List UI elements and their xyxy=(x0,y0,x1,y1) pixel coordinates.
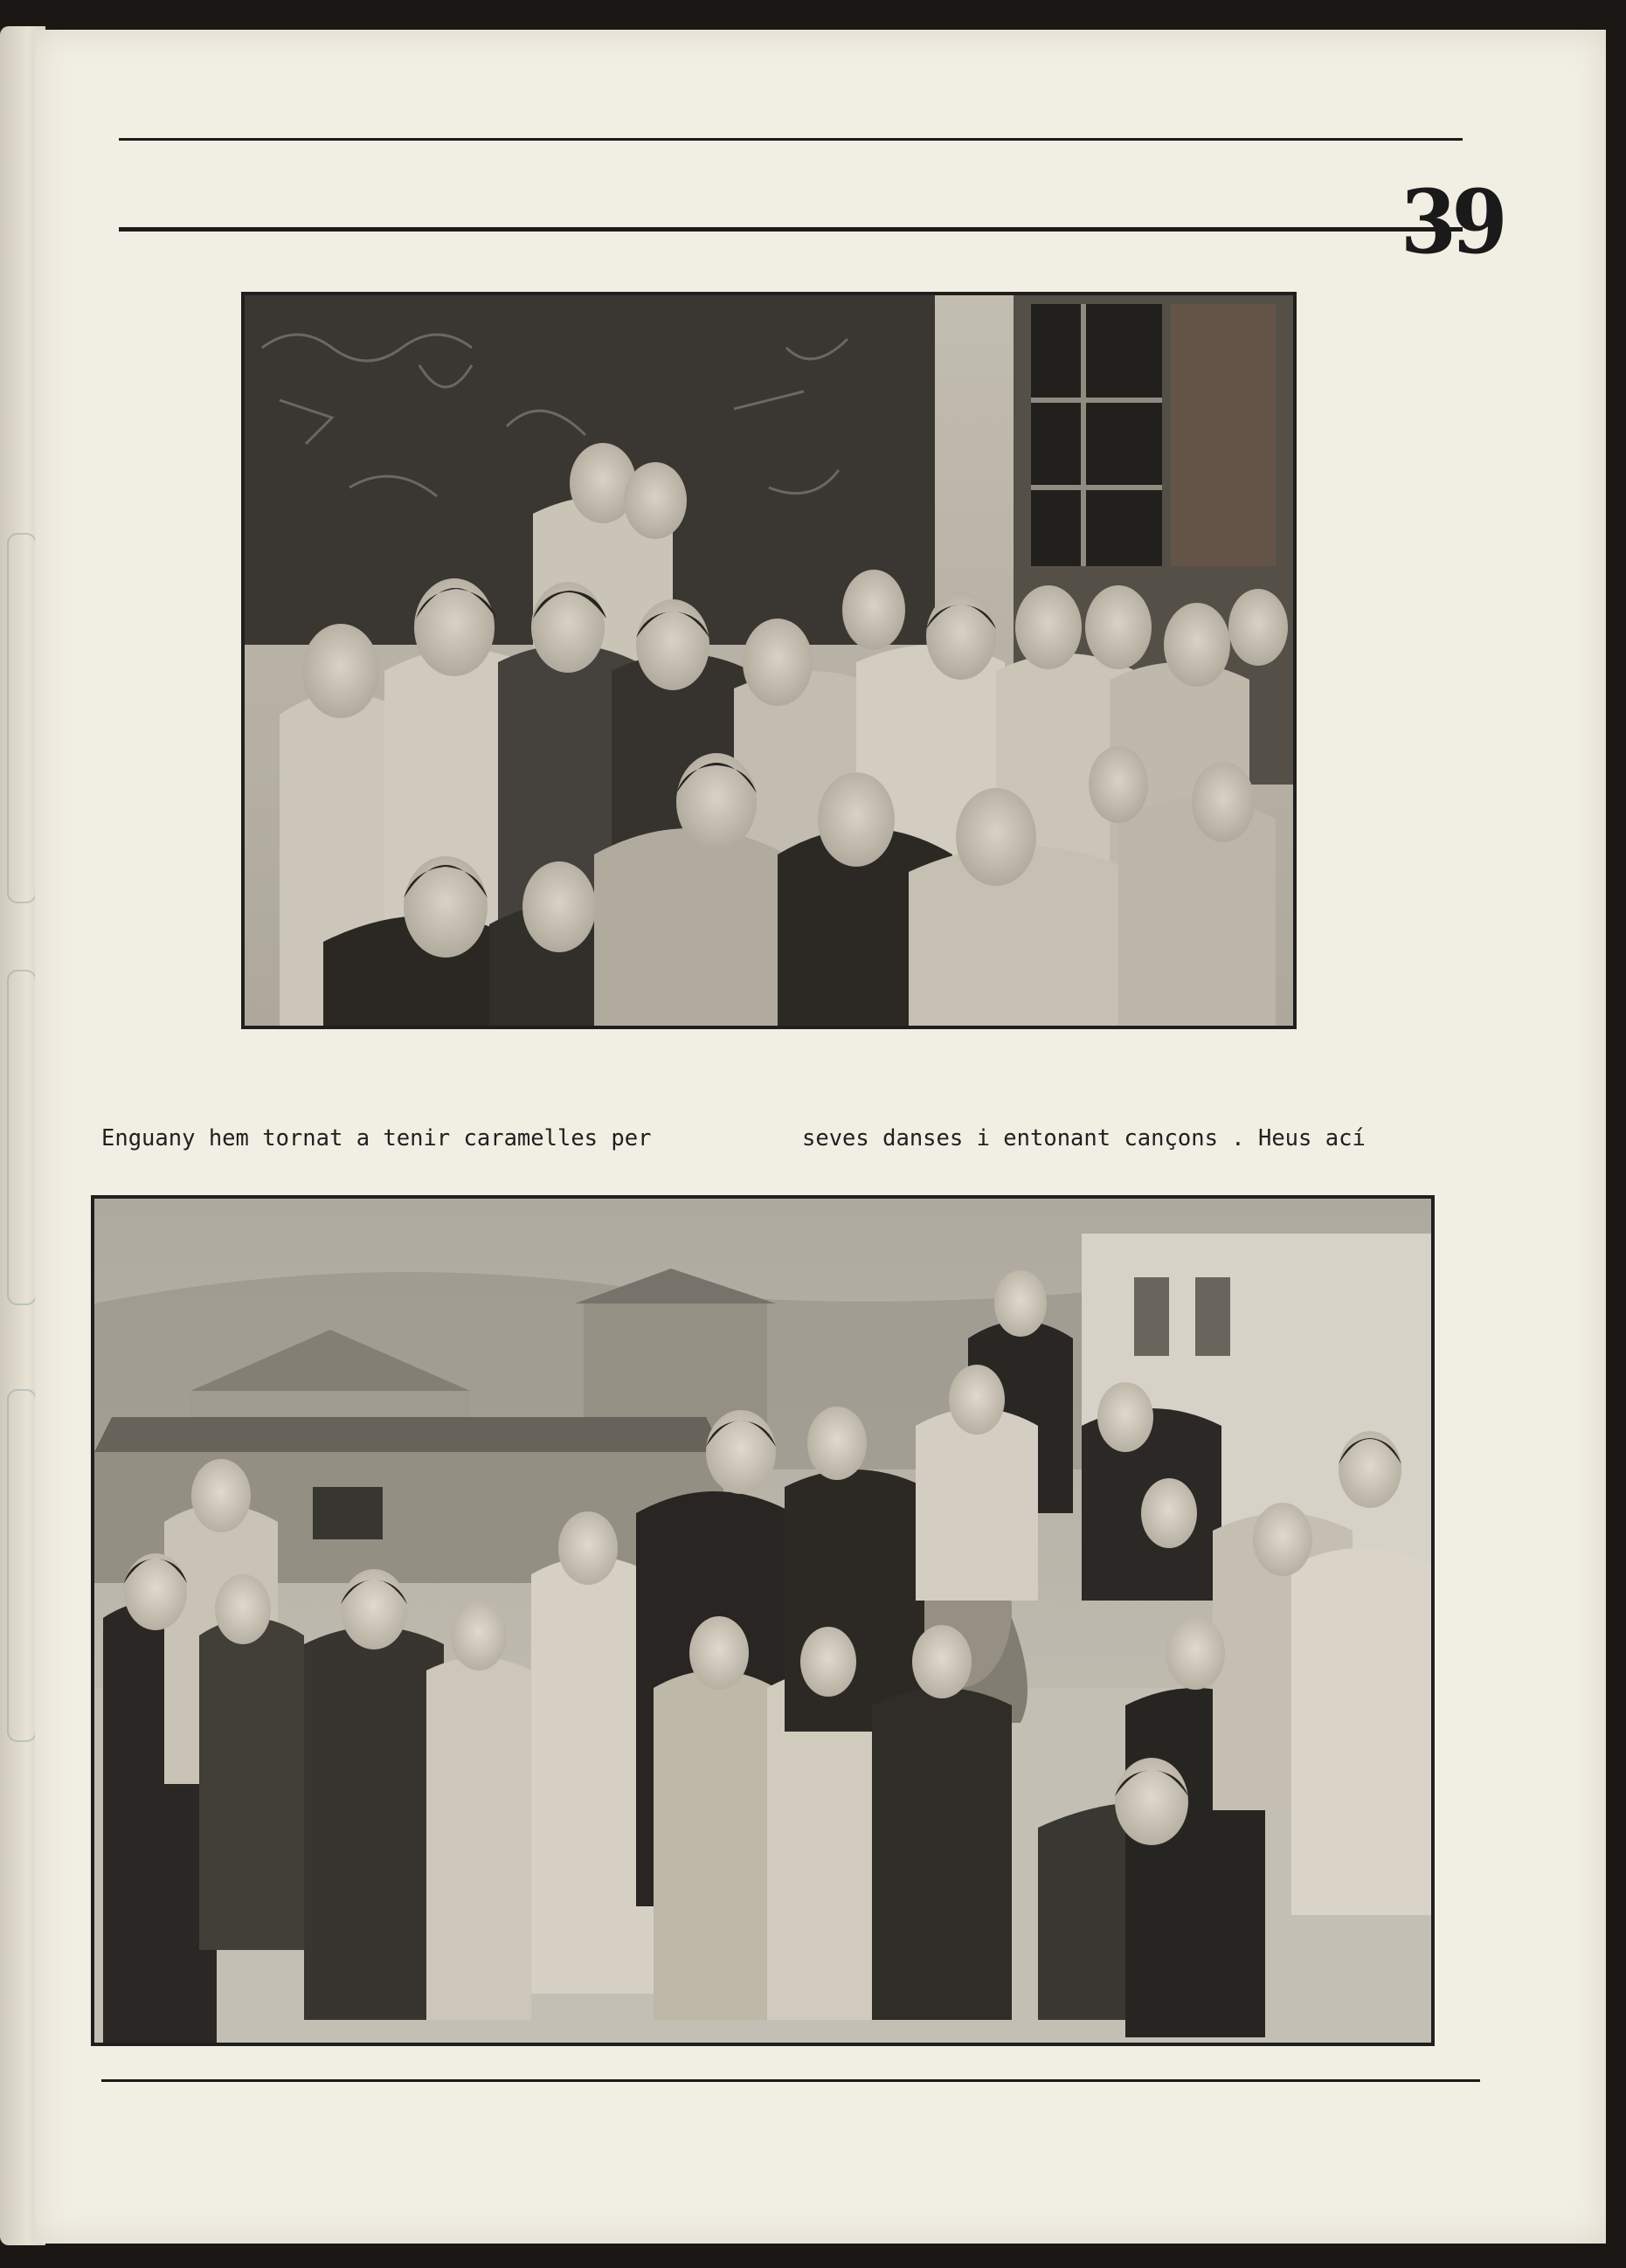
school-group-photo xyxy=(241,292,1297,1029)
header-top-rule xyxy=(119,138,1463,141)
edge-tab-mark xyxy=(7,533,37,903)
caption-line: Enguany hem tornat a tenir caramelles per xyxy=(101,1125,652,1151)
school-group-photo-image xyxy=(245,295,1293,1026)
festival-group-photo-image xyxy=(94,1199,1431,2043)
festival-group-photo xyxy=(91,1195,1435,2046)
edge-tab-mark xyxy=(7,1389,37,1742)
caption-line: seves danses i entonant cançons . Heus ací xyxy=(802,1125,1366,1151)
footer-rule xyxy=(101,2079,1480,2082)
page-number: 39 xyxy=(1401,170,1503,273)
edge-tab-mark xyxy=(7,970,37,1305)
magazine-page xyxy=(35,30,1606,2244)
header-bottom-rule xyxy=(119,227,1463,232)
